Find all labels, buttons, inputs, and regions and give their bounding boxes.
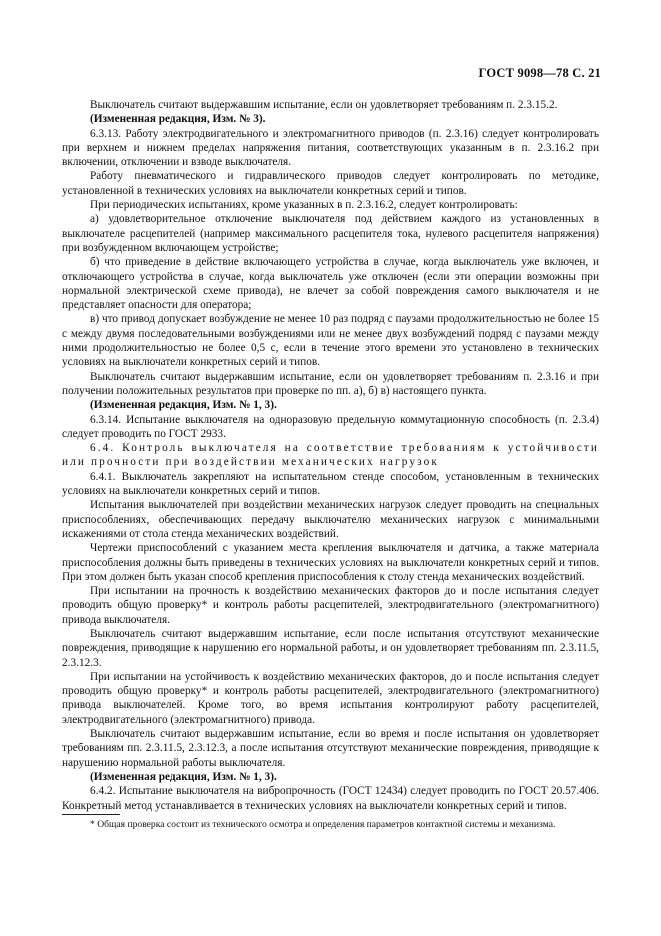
paragraph: При испытании на прочность к воздействию механических факторов до и после испытания следует проводить общую проверку* и контроль работы расцепителей, электродвигательного (электромагнитного) привода выключателя.: [62, 585, 599, 626]
clause-6-4-1: 6.4.1. Выключатель закрепляют на испытательном стенде способом, установленным в технических условиях на выключатели конкретных серий и типов.: [62, 470, 599, 498]
paragraph: Испытания выключателей при воздействии механических нагрузок следует проводить на специальных приспособлениях, обеспечивающих передачу выключателю механических нагрузок с минимальными искажениями от стола стенда механических воздействий.: [62, 499, 599, 540]
footnote-divider: [62, 814, 120, 815]
list-item-b: б) что приведение в действие включающего устройства в случае, когда выключатель уже включен, и отключающего устройства в случае, когда выключатель уже отключен (если эти операции возможны при нормальной электрической схеме привода), не влечет за собой повреждения самого выключателя и не представляет опасности для оператора;: [62, 256, 599, 312]
footnote: * Общая проверка состоит из технического осмотра и определения параметров контактной системы и механизма.: [90, 819, 556, 830]
paragraph: Выключатель считают выдержавшим испытание, если он удовлетворяет требованиям п. 2.3.16 и при получении положительных результатов при проверке по пп. а), б) в) настоящего пункта.: [62, 370, 599, 397]
amendment-note: (Измененная редакция, Изм. № 3).: [90, 113, 266, 126]
clause-6-3-14: 6.3.14. Испытание выключателя на одноразовую предельную коммутационную способность (п. 2.3.4) следует проводить по ГОСТ 2933.: [62, 413, 599, 440]
page-header: ГОСТ 9098—78 С. 21: [478, 66, 601, 80]
body-text: [62, 98, 599, 813]
paragraph: При периодических испытаниях, кроме указанных в п. 2.3.16.2, следует контролировать:: [90, 199, 518, 212]
paragraph: Выключатель считают выдержавшим испытание, если он удовлетворяет требованиям п. 2.3.15.2.: [90, 99, 558, 111]
list-item-a: а) удовлетворительное отключение выключателя под действием каждого из установленных в выключателе расцепителей (например максимального расцепителя тока, нулевого расцепителя напряжения) при возбужденном включающем устройстве;: [62, 213, 599, 254]
amendment-note: (Измененная редакция, Изм. № 1, 3).: [90, 399, 277, 412]
list-item-v: в) что привод допускает возбуждение не менее 10 раз подряд с паузами продолжительностью не более 15 с между двумя последовательными возбуждениями или не менее двух возбуждений подряд с паузами между ними продолжительностью не более 0,5 с, если в течение этого времени это установлено в технических условиях на выключатели конкретных серий и типов.: [62, 313, 599, 369]
section-heading-6-4: 6.4. Контроль выключателя на соответствие требованиям к устойчивости или прочности при воздействии механических нагрузок: [62, 442, 599, 469]
paragraph: При испытании на устойчивость к воздействию механических факторов, до и после испытания следует проводить общую проверку* и контроль работы расцепителей, электродвигательного (электромагнитного) привода выключателей. Кроме того, во время испытания контролируют работу расцепителей, электродвигательного (электромагнитного) привода.: [62, 670, 599, 726]
clause-6-3-13: 6.3.13. Работу электродвигательного и электромагнитного приводов (п. 2.3.16) следует контролировать при верхнем и нижнем пределах напряжения питания, соответствующих указанным в п. 2.3.16.2 при включении, отключении и взводе выключателя.: [62, 127, 599, 169]
paragraph: Выключатель считают выдержавшим испытание, если во время и после испытания он удовлетворяет требованиям пп. 2.3.11.5, 2.3.12.3, а после испытания отсутствуют механические повреждения, приводящие к нарушению нормальной работы выключателя.: [62, 728, 599, 769]
paragraph: Работу пневматического и гидравлического приводов следует контролировать по методике, установленной в технических условиях на выключатели конкретных серий и типов.: [62, 170, 599, 197]
paragraph: Чертежи приспособлений с указанием места крепления выключателя и датчика, а также материала приспособления должны быть приведены в технических условиях на выключатели конкретных серий и типов. При этом должен быть указан способ крепления приспособления к столу стенда механических воздействий.: [62, 542, 599, 583]
amendment-note: (Измененная редакция, Изм. № 1, 3).: [90, 770, 277, 783]
paragraph: Выключатель считают выдержавшим испытание, если после испытания отсутствуют механические повреждения, приводящие к нарушению его нормальной работы, и он удовлетворяет требованиям пп. 2.3.11.5, 2.3.12.3.: [62, 627, 599, 669]
clause-6-4-2: 6.4.2. Испытание выключателя на вибропрочность (ГОСТ 12434) следует проводить по ГОСТ 20.57.406. Конкретный метод устанавливается в технических условиях на выключатели конкретных серий и типов.: [62, 785, 599, 812]
